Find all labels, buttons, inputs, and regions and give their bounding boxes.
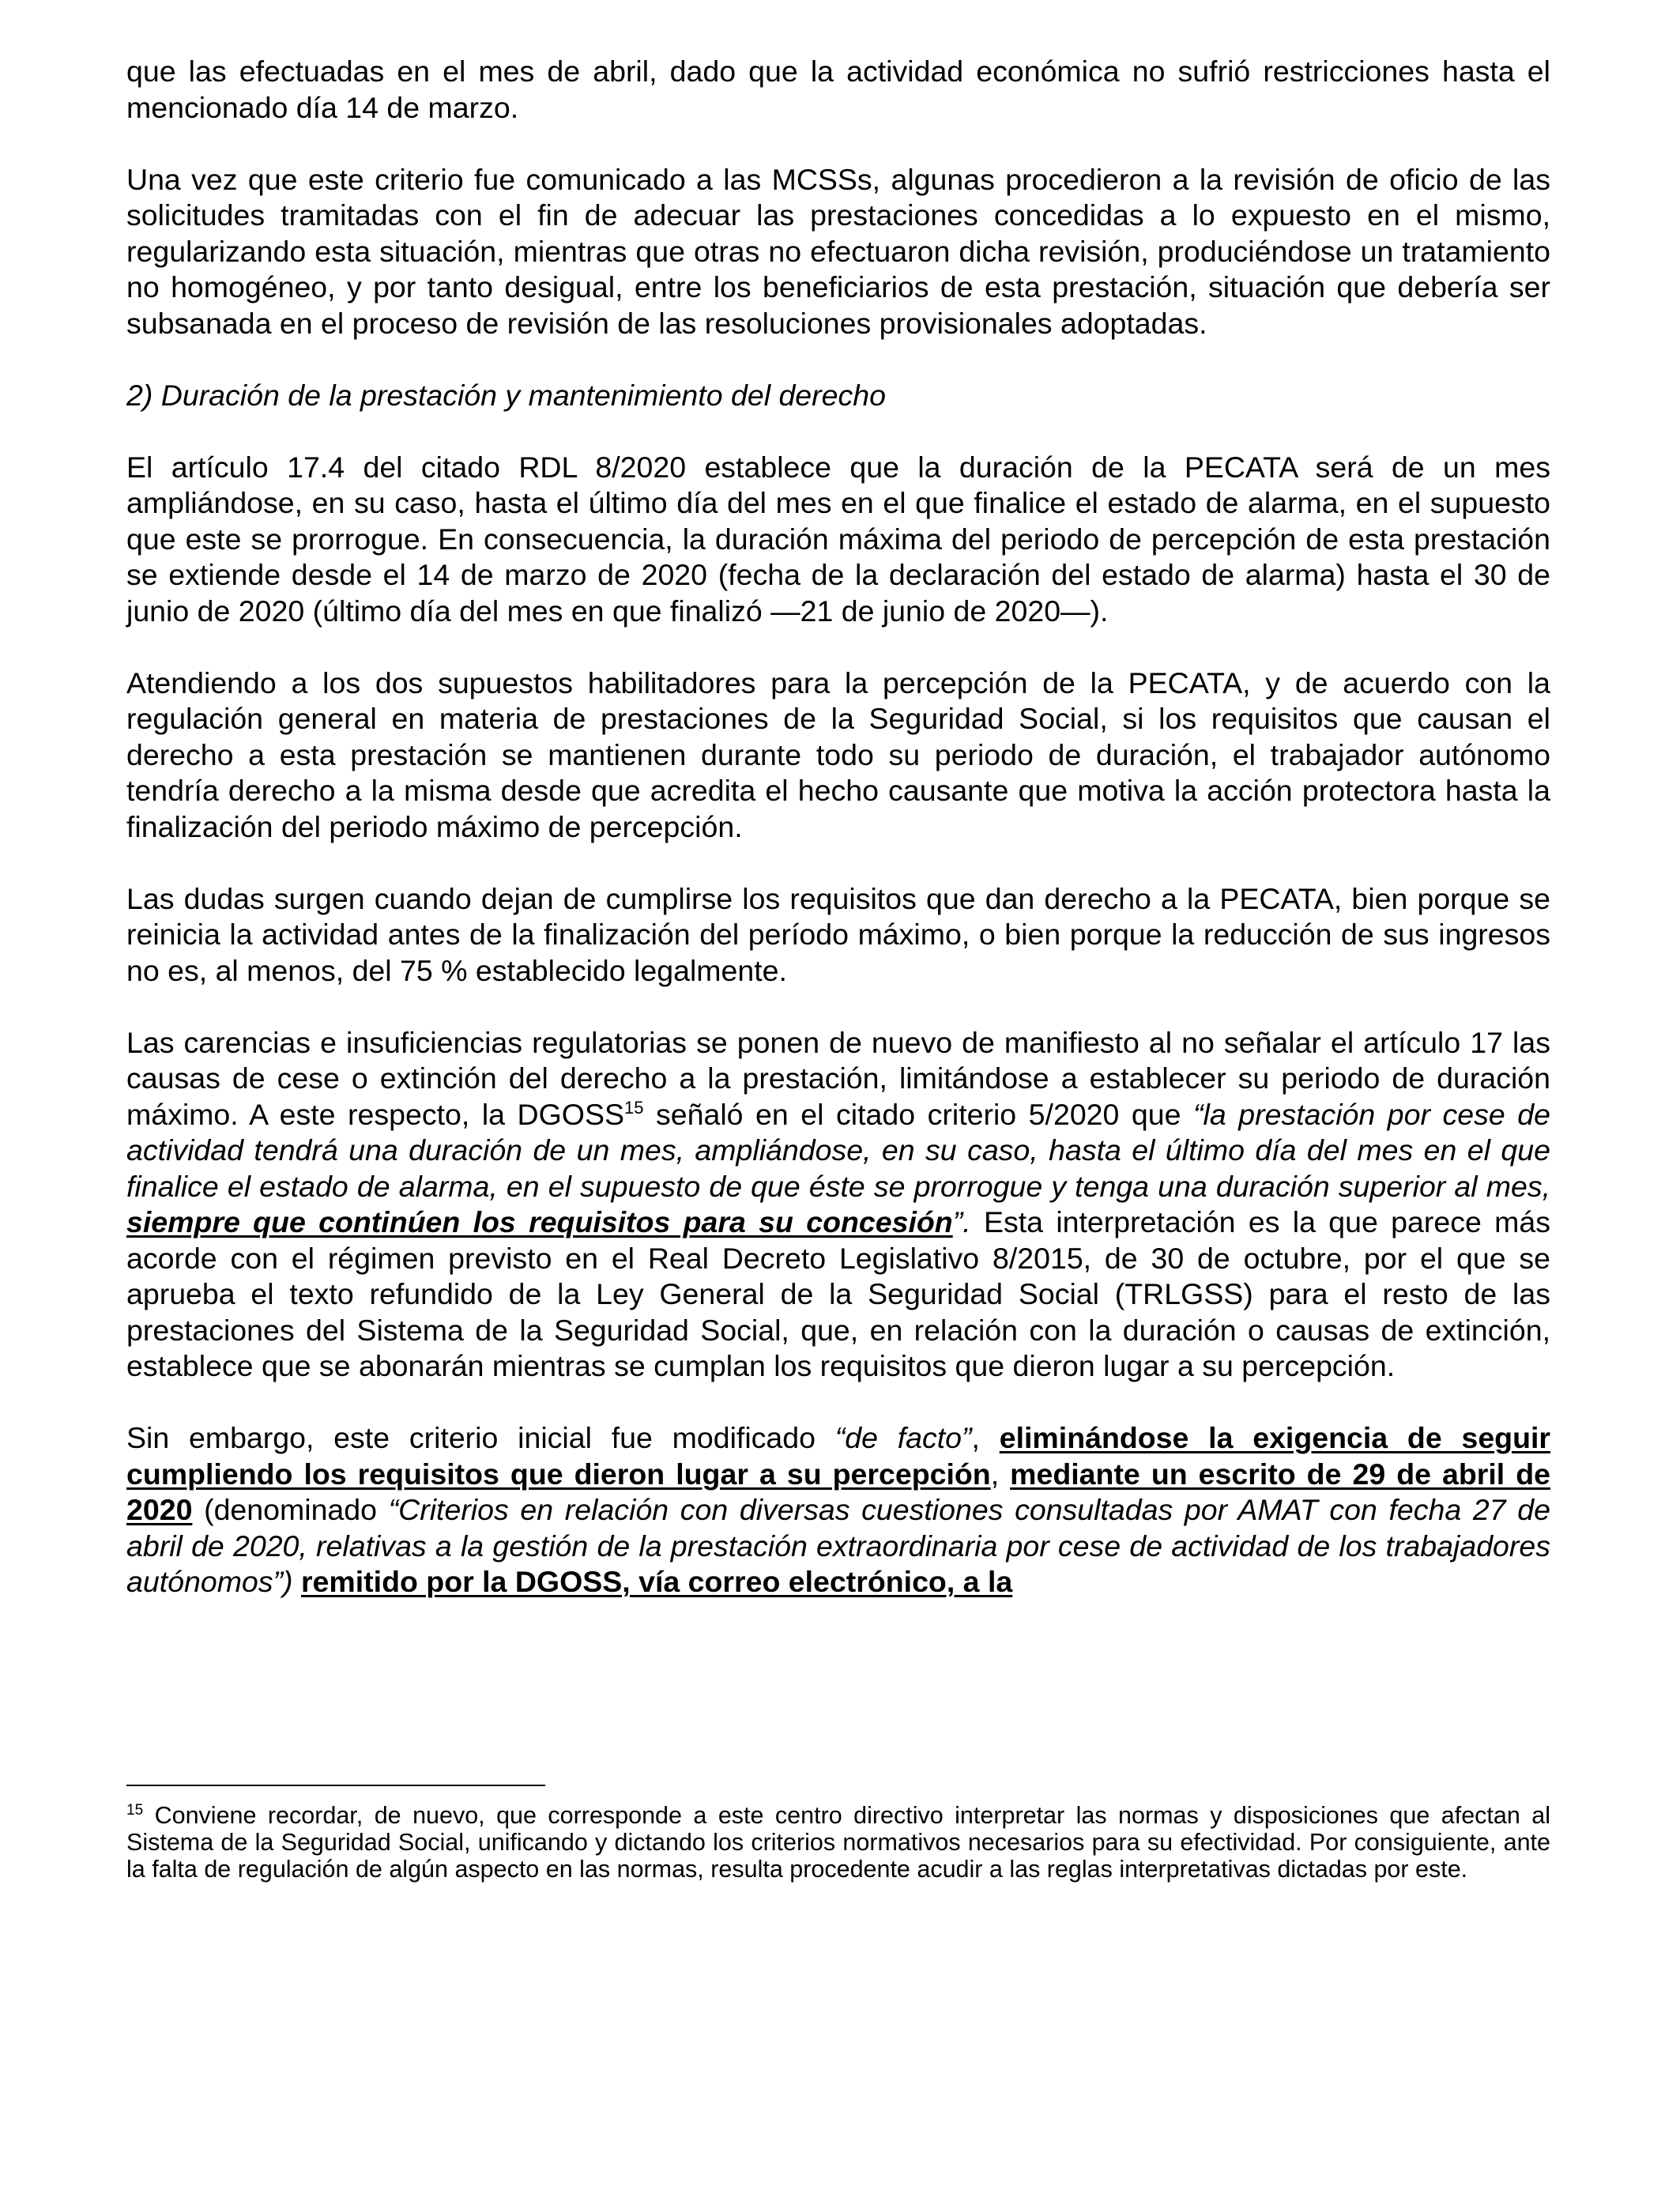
footnote-number: 15 <box>126 1802 144 1819</box>
p7-emphasis-2: mediante un escrito de 29 de abril de 2020 <box>126 1457 1550 1526</box>
p7-emphasis-1: eliminándose la exigencia de seguir cumpliendo los requisitos que dieron lugar a su percepción <box>126 1421 1551 1491</box>
p7-comma-1: , <box>971 1421 1000 1454</box>
p6-text-a: Las carencias e insuficiencias regulatorias se ponen de nuevo de manifiesto al no señalar el artículo 17 las causas de cese o extinción del derecho a la prestación, limitándose a establecer su periodo de duración máximo. A este respecto, la DGOSS <box>126 1025 1550 1131</box>
paragraph-regulatory-gaps <box>126 1025 1550 1385</box>
body-text <box>126 54 1550 1636</box>
p7-de-facto: “de facto” <box>834 1421 972 1454</box>
footnote-text: Conviene recordar, de nuevo, que corresponde a este centro directivo interpretar las normas y disposiciones que afectan al Sistema de la Seguridad Social, unificando y dictando los criterios normativos necesarios para su efectividad. Por consiguiente, ante la falta de regulación de algún aspecto en las normas, resulta procedente acudir a las reglas interpretativas dictadas por este. <box>126 1802 1550 1883</box>
p6-text-b: señaló en el citado criterio 5/2020 que <box>643 1097 1194 1131</box>
paragraph-continuation: que las efectuadas en el mes de abril, dado que la actividad económica no sufrió restricciones hasta el mencionado día 14 de marzo. <box>126 55 1550 124</box>
p7-text-b: (denominado <box>192 1493 389 1526</box>
p6-quote-end: ”. <box>952 1205 971 1238</box>
p7-emphasis-3: remitido por la DGOSS, vía correo electrónico, a la <box>300 1565 1013 1598</box>
p7-space <box>293 1565 301 1598</box>
footnote-reference: 15 <box>624 1097 644 1118</box>
footnote <box>126 1802 1550 1883</box>
p6-quote-emphasis: siempre que continúen los requisitos para su concesión <box>126 1205 953 1238</box>
p6-quote: “la prestación por cese de actividad tendrá una duración de un mes, ampliándose, en su caso, hasta el último día del mes en el que finalice el estado de alarma, en el supuesto de que éste se prorrogue y tenga una duración superior al mes, <box>126 1097 1550 1203</box>
paragraph-habilitating-cases: Atendiendo a los dos supuestos habilitadores para la percepción de la PECATA, y de acuerdo con la regulación general en materia de prestaciones de la Seguridad Social, si los requisitos que causan el derecho a esta prestación se mantienen durante todo su periodo de duración, el trabajador autónomo tendría derecho a la misma desde que acredita el hecho causante que motiva la acción protectora hasta la finalización del periodo máximo de percepción. <box>126 665 1550 843</box>
p7-quote: “Criterios en relación con diversas cuestiones consultadas por AMAT con fecha 27 de abril de 2020, relativas a la gestión de la prestación extraordinaria por cese de actividad de los trabajadores autónomos”) <box>126 1493 1550 1598</box>
paragraph-doubts: Las dudas surgen cuando dejan de cumplirse los requisitos que dan derecho a la PECATA, bien porque se reinicia la actividad antes de la finalización del período máximo, o bien porque la reducción de sus ingresos no es, al menos, del 75 % establecido legalmente. <box>126 881 1550 987</box>
p7-text-a: Sin embargo, este criterio inicial fue modificado <box>126 1421 835 1454</box>
p7-comma-2: , <box>990 1457 1011 1491</box>
p6-text-c: Esta interpretación es la que parece más acorde con el régimen previsto en el Real Decreto Legislativo 8/2015, de 30 de octubre, por el que se aprueba el texto refundido de la Ley General de la Seguridad Social (TRLGSS) para el resto de las prestaciones del Sistema de la Seguridad Social, que, en relación con la duración o causas de extinción, establece que se abonarán mientras se cumplan los requisitos que dieron lugar a su percepción. <box>126 1205 1550 1382</box>
paragraph-article-17-4: El artículo 17.4 del citado RDL 8/2020 establece que la duración de la PECATA será de un mes ampliándose, en su caso, hasta el último día del mes en el que finalice el estado de alarma, en el supuesto que este se prorrogue. En consecuencia, la duración máxima del periodo de percepción de esta prestación se extiende desde el 14 de marzo de 2020 (fecha de la declaración del estado de alarma) hasta el 30 de junio de 2020 (último día del mes en que finalizó —21 de junio de 2020—). <box>126 450 1550 628</box>
paragraph-mcss-review: Una vez que este criterio fue comunicado a las MCSSs, algunas procedieron a la revisión de oficio de las solicitudes tramitadas con el fin de adecuar las prestaciones concedidas a lo expuesto en el mismo, regularizando esta situación, mientras que otras no efectuaron dicha revisión, produciéndose un tratamiento no homogéneo, y por tanto desigual, entre los beneficiarios de esta prestación, situación que debería ser subsanada en el proceso de revisión de las resoluciones provisionales adoptadas. <box>126 162 1550 340</box>
section-heading: 2) Duración de la prestación y mantenimiento del derecho <box>126 378 886 412</box>
paragraph-criterion-modified <box>126 1420 1550 1600</box>
footnote-separator <box>126 1785 545 1786</box>
